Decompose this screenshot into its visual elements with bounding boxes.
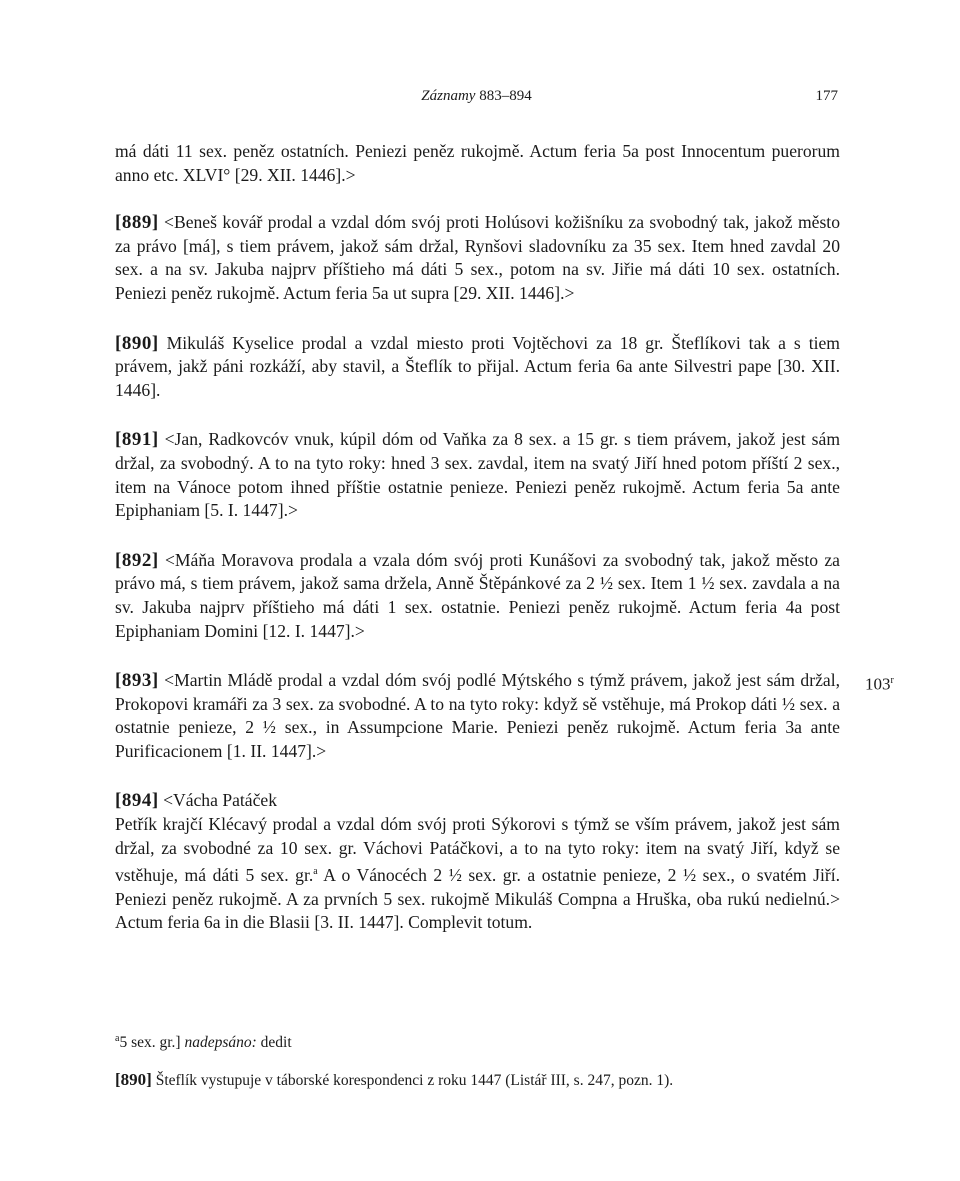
entry-text: Mikuláš Kyselice prodal a vzdal miesto proti Vojtěchovi za 18 gr. Šteflíkovi tak a s tiem právem, jakž páni rozkáží, aby stavil, a Šteflík to přijal. Actum feria 6a ante Silvestri pape [30. XII. 1446]. xyxy=(115,332,840,400)
commentary-footnote xyxy=(115,1069,840,1091)
footnotes xyxy=(115,1028,840,1107)
entry-number: [894] xyxy=(115,790,159,812)
main-text xyxy=(115,140,894,961)
entry-text: Petřík krajčí Klécavý prodal a vzdal dóm svój proti Sýkorovi s týmž se vším právem, jakož jest sám držal, za svobodné za 10 sex. gr. Váchovi Patáčkovi, a to na tyto roky: item na svatý Jiří, když se vstěhuje, má dáti 5 sex. gr. xyxy=(115,814,840,886)
entry-text: <Martin Mládě prodal a vzdal dóm svój podlé Mýtského s týmž právem, jakož jest sám držal, Prokopovi kramáři za 3 sex. za svobodné. A to na tyto roky: když sě vstěhuje, má Prokop dáti ½ sex. a ostatnie penieze, 2 ½ sex., in Assumpcione Marie. Peniezi peněz rukojmě. Actum feria 3a ante Purificacionem [1. II. 1447].> xyxy=(115,670,840,761)
entry-heading-text: <Vácha Patáček xyxy=(163,790,278,811)
entry-continuation xyxy=(115,140,840,187)
footnote-letter: a xyxy=(115,1033,120,1044)
entry-text: <Beneš kovář prodal a vzdal dóm svój proti Holúsovi kožišníku za svobodný tak, jakož město za právo [má], s tiem právem, jakož sám držal, Rynšovi sladovníku za 35 sex. Item hned zavdal 20 sex. a na sv. Jakuba najprv příštieho má dáti 5 sex., potom na sv. Jiřie má dáti 10 sex. ostatních. Peniezi peněz rukojmě. Actum feria 5a ut supra [29. XII. 1446].> xyxy=(115,212,840,303)
entry-text: má dáti 11 sex. peněz ostatních. Peniezi peněz rukojmě. Actum feria 5a post Innocentum puerorum anno etc. XLVI° [29. XII. 1446].> xyxy=(115,141,840,185)
entry-892 xyxy=(115,549,840,643)
footnote-label: nadepsáno: xyxy=(184,1034,257,1052)
folio-side: r xyxy=(890,675,894,687)
entry-number: [891] xyxy=(115,429,159,451)
entry-text: <Máňa Moravova prodala a vzala dóm svój proti Kunášovi za svobodný tak, jakož město za právo má, s tiem právem, jakož sama držela, Anně Štěpánkové za 2 ½ sex. Item 1 ½ sex. zavdala a na sv. Jakuba najprv příštieho má dáti 1 sex. ostatnie. Peniezi peněz rukojmě. Actum feria 4a post Epiphaniam Domini [12. I. 1447].> xyxy=(115,549,840,641)
footnote-ref: 5 sex. gr.] xyxy=(119,1034,181,1052)
entry-number: [890] xyxy=(115,332,159,354)
entry-number: [893] xyxy=(115,670,159,692)
entry-text-continued: A o Vánocéch 2 ½ sex. gr. a ostatnie penieze, 2 ½ sex., o svatém Jiří. Peniezi peněz rukojmě. A za prvních 5 sex. rukojmě Mikuláš Compna a Hruška, oba rukú nedielnú.> Actum feria 6a in die Blasii [3. II. 1447]. Complevit totum. xyxy=(115,865,840,933)
entry-893 xyxy=(115,669,894,763)
footnote-entry-ref: [890] xyxy=(115,1070,152,1090)
footnote-text: Šteflík vystupuje v táborské korespondenci z roku 1447 (Listář III, s. 247, pozn. 1). xyxy=(155,1072,674,1090)
entry-889 xyxy=(115,211,840,305)
title-word: Záznamy xyxy=(421,88,476,104)
running-header xyxy=(115,88,838,114)
footnote-text: dedit xyxy=(260,1034,292,1052)
entry-894 xyxy=(115,789,840,934)
entry-891 xyxy=(115,428,840,522)
title-range: 883–894 xyxy=(479,88,532,104)
folio-margin-note xyxy=(865,669,894,696)
folio-number: 103 xyxy=(865,674,891,694)
page-number: 177 xyxy=(815,88,838,104)
textual-footnote xyxy=(115,1028,840,1053)
entry-number: [892] xyxy=(115,549,159,571)
entry-number: [889] xyxy=(115,212,159,234)
footnote-marker: a xyxy=(313,866,318,878)
running-title xyxy=(115,88,838,105)
entry-890 xyxy=(115,332,840,403)
entry-text: <Jan, Radkovcóv vnuk, kúpil dóm od Vaňka za 8 sex. a 15 gr. s tiem právem, jakož jest sám držal, za svobodný. A to na tyto roky: hned 3 sex. zavdal, item na svatý Jiří hned potom příští 2 sex., item na Vánoce potom ihned příštie ostatnie penieze. Peniezi peněz rukojmě. Actum feria 5a ante Epiphaniam [5. I. 1447].> xyxy=(115,429,840,521)
